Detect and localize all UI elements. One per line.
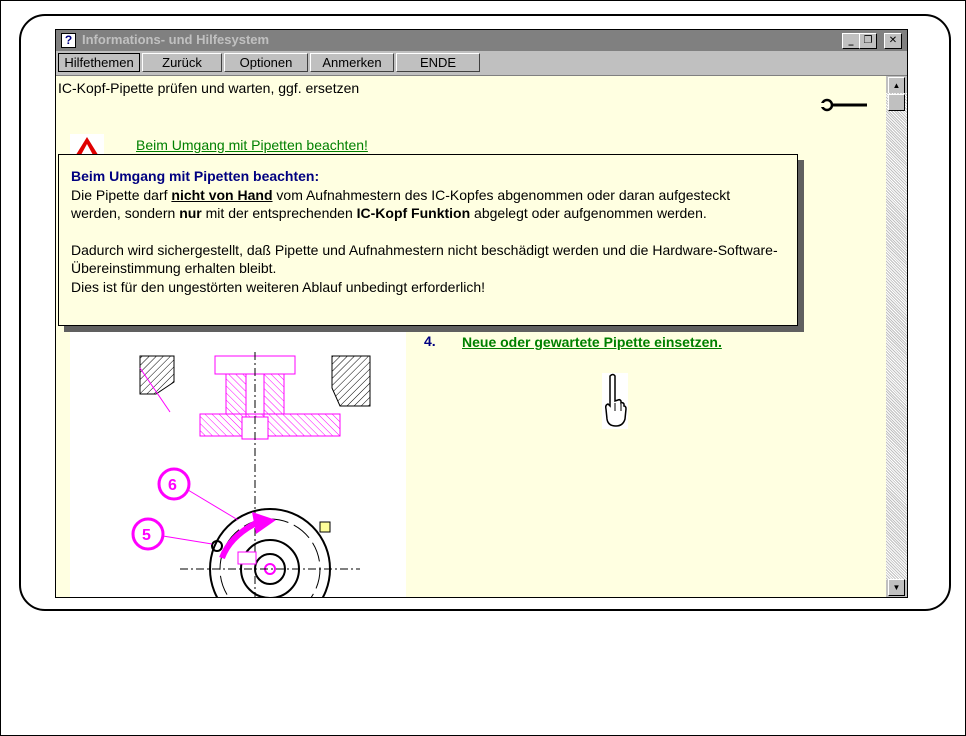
ic-head-drawing	[70, 322, 406, 597]
help-app-icon[interactable]: ?	[61, 33, 76, 48]
optionen-button[interactable]: Optionen	[224, 53, 308, 72]
callout-6: 6	[168, 477, 177, 494]
zurueck-button[interactable]: Zurück	[142, 53, 222, 72]
popup-paragraph-3: Dies ist für den ungestörten weiteren Ablauf unbedingt erforderlich!	[71, 278, 486, 295]
anmerken-button[interactable]: Anmerken	[310, 53, 394, 72]
close-button[interactable]: ✕	[884, 33, 902, 49]
scroll-track[interactable]	[886, 93, 907, 580]
step-4-link[interactable]: Neue oder gewartete Pipette einsetzen.	[462, 334, 722, 350]
scroll-thumb[interactable]	[888, 94, 905, 111]
topic-title: IC-Kopf-Pipette prüfen und warten, ggf. ersetzen	[58, 80, 360, 96]
scroll-down-arrow-icon[interactable]: ▼	[888, 579, 905, 596]
popup-paragraph-1: Die Pipette darf nicht von Hand vom Aufnahmestern des IC-Kopfes abgenommen oder daran aufgesteckt werden, sondern nur mit der entsprechenden IC-Kopf Funktion abgelegt oder aufgenommen werden.	[71, 186, 731, 222]
warning-link[interactable]: Beim Umgang mit Pipetten beachten!	[136, 137, 368, 153]
title-bar[interactable]	[56, 30, 907, 51]
wrench-icon[interactable]	[820, 98, 870, 112]
button-bar	[56, 51, 907, 76]
info-popup[interactable]	[58, 154, 798, 326]
pointing-hand-icon	[602, 373, 628, 429]
restore-button[interactable]: ❐	[859, 33, 877, 49]
ende-button[interactable]: ENDE	[396, 53, 480, 72]
hilfethemen-button[interactable]: Hilfethemen	[58, 53, 140, 72]
popup-heading: Beim Umgang mit Pipetten beachten:	[71, 168, 320, 184]
popup-paragraph-2: Dadurch wird sichergestellt, daß Pipette und Aufnahmestern nicht beschädigt werden und die Hardware-Software-Übereinstimmung erhalten bleibt.	[71, 241, 778, 277]
technical-drawing	[70, 322, 406, 597]
minimize-button[interactable]: _	[842, 33, 860, 49]
window-title: Informations- und Hilfesystem	[82, 32, 270, 47]
step-number: 4.	[424, 333, 436, 349]
vertical-scrollbar[interactable]	[886, 76, 907, 597]
scroll-up-arrow-icon[interactable]: ▲	[888, 77, 905, 94]
callout-5: 5	[142, 527, 151, 544]
